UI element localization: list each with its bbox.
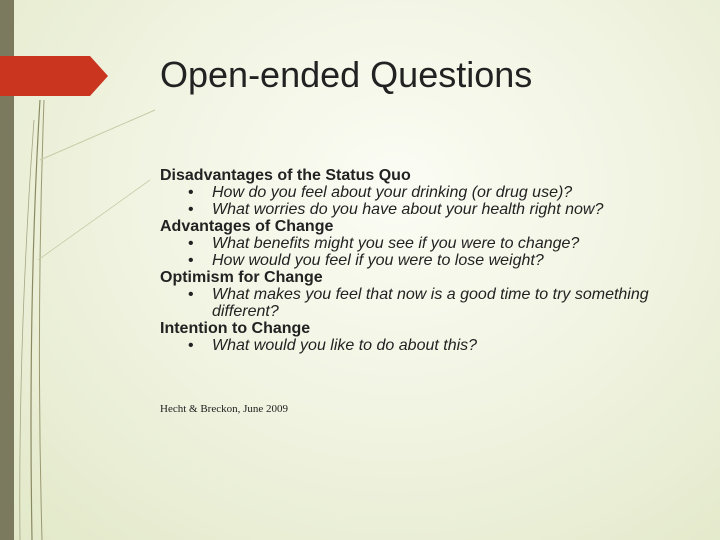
bullet-text: How do you feel about your drinking (or drug use)? <box>212 184 573 201</box>
slide-title: Open-ended Questions <box>160 54 533 95</box>
slide-body <box>160 167 680 354</box>
bullet-item: • What makes you feel that now is a good time to try something different? <box>188 286 649 320</box>
citation: Hecht & Breckon, June 2009 <box>160 403 288 415</box>
title-accent-tab <box>0 56 108 96</box>
bullet-text: How would you feel if you were to lose weight? <box>212 252 544 269</box>
bullet-item: • How would you feel if you were to lose weight? <box>188 252 544 269</box>
bullet-text: What benefits might you see if you were to change? <box>212 235 580 252</box>
bullet-item: • What worries do you have about your health right now? <box>188 201 604 218</box>
bullet-item: • What would you like to do about this? <box>188 337 478 354</box>
bullet-item: • What benefits might you see if you were to change? <box>188 235 580 252</box>
section-optimism <box>160 269 680 320</box>
bullet-text: What would you like to do about this? <box>212 337 478 354</box>
section-heading: Optimism for Change <box>160 269 323 286</box>
section-heading: Intention to Change <box>160 320 311 337</box>
bullet-text: What makes you feel that now is a good time to try something different? <box>212 286 649 320</box>
section-advantages <box>160 218 680 269</box>
bullet-text: What worries do you have about your health right now? <box>212 201 604 218</box>
section-disadvantages <box>160 167 680 218</box>
section-heading: Disadvantages of the Status Quo <box>160 167 411 184</box>
bullet-item: • How do you feel about your drinking (or drug use)? <box>188 184 573 201</box>
section-heading: Advantages of Change <box>160 218 334 235</box>
section-intention <box>160 320 680 354</box>
